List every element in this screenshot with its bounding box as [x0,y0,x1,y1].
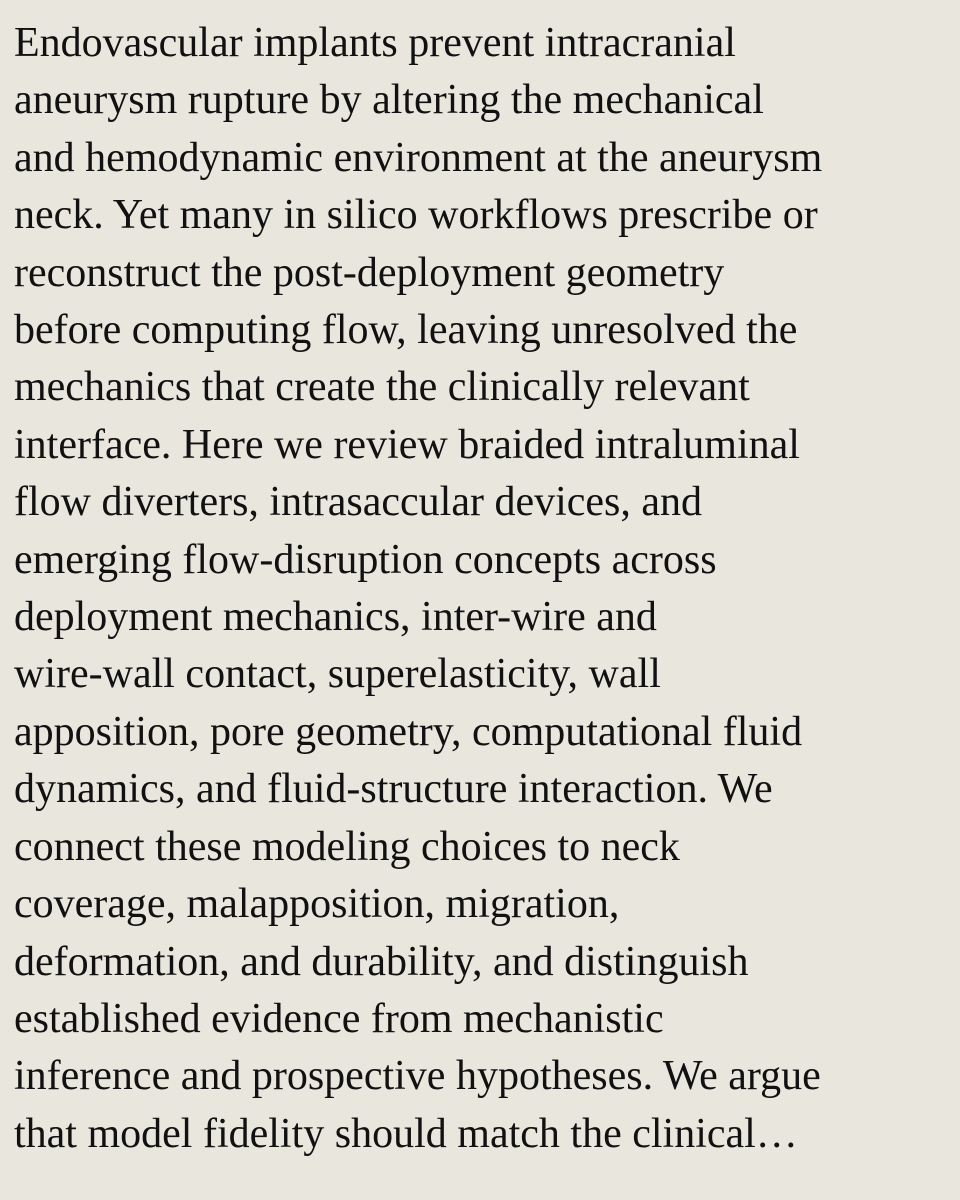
abstract-text [14,15,954,1163]
text-line: interface. Here we review braided intraluminal [14,421,800,468]
text-line: and hemodynamic environment at the aneurysm [14,134,823,181]
text-line: deployment mechanics, inter-wire and [14,594,657,641]
text-line: inference and prospective hypotheses. We argue [14,1053,821,1100]
text-line: connect these modeling choices to neck [14,823,680,870]
text-line: before computing flow, leaving unresolved the [14,307,798,354]
text-line: mechanics that create the clinically relevant [14,364,750,411]
text-line: that model fidelity should match the clinical… [14,1110,798,1157]
text-line: neck. Yet many in silico workflows prescribe or [14,192,818,239]
text-line: apposition, pore geometry, computational fluid [14,708,803,755]
text-line: aneurysm rupture by altering the mechanical [14,77,764,124]
text-line: emerging flow-disruption concepts across [14,536,717,583]
text-line: reconstruct the post-deployment geometry [14,249,725,296]
text-line: dynamics, and fluid-structure interaction. We [14,766,773,813]
text-line: flow diverters, intrasaccular devices, and [14,479,703,526]
text-line: established evidence from mechanistic [14,995,664,1042]
text-line: Endovascular implants prevent intracranial [14,20,736,66]
text-line: deformation, and durability, and distinguish [14,938,749,985]
text-line: wire-wall contact, superelasticity, wall [14,651,661,698]
text-line: coverage, malapposition, migration, [14,881,620,928]
